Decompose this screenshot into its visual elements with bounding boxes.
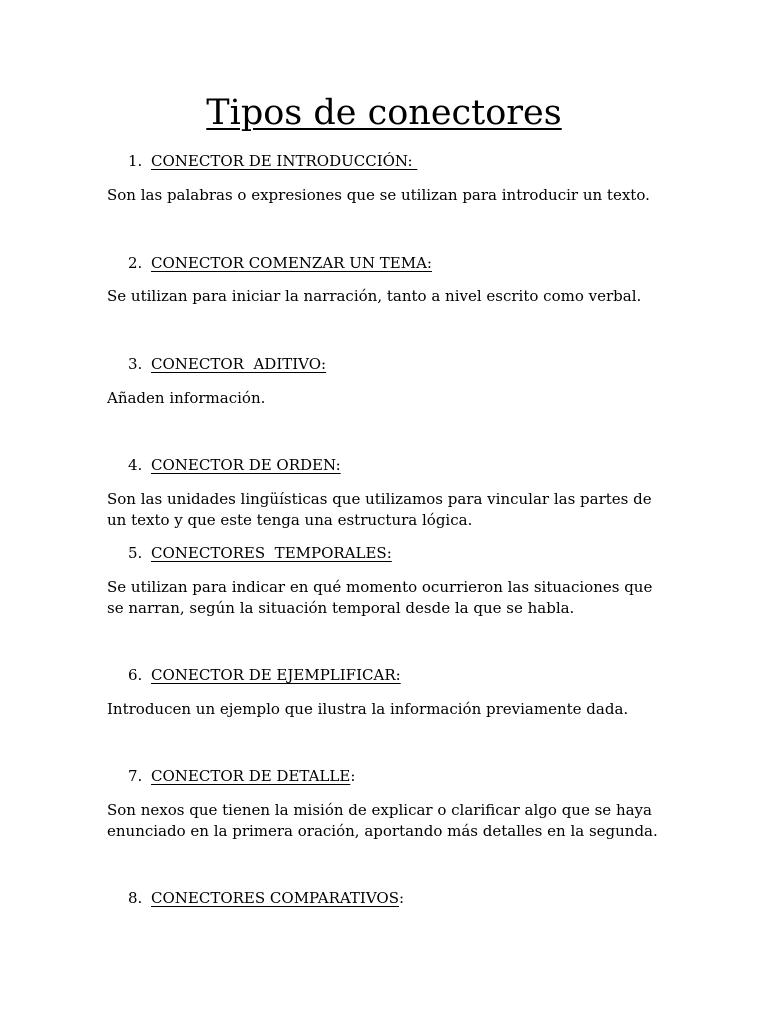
- section-heading: [128, 766, 355, 786]
- section-number: 7.: [128, 767, 143, 785]
- section-heading-label: CONECTOR DE INTRODUCCIÓN:: [151, 152, 418, 170]
- section-heading-label: CONECTORES TEMPORALES:: [151, 544, 392, 562]
- section-number: 4.: [128, 456, 143, 474]
- section-number: 1.: [128, 152, 143, 170]
- section-description: Son las unidades lingüísticas que utilizamos para vincular las partes de un texto y que este tenga una estructura lógica.: [107, 490, 652, 529]
- section-number: 5.: [128, 544, 143, 562]
- page-title: Tipos de conectores: [206, 93, 562, 133]
- section-description: Introducen un ejemplo que ilustra la información previamente dada.: [107, 700, 629, 718]
- section-heading-suffix: :: [398, 889, 405, 907]
- section-heading: [128, 455, 341, 475]
- section-heading: [128, 888, 404, 908]
- section-description: Son las palabras o expresiones que se utilizan para introducir un texto.: [107, 186, 650, 204]
- section-number: 8.: [128, 889, 143, 907]
- section-heading: [128, 253, 432, 273]
- section-heading-label: CONECTOR ADITIVO:: [151, 355, 327, 373]
- section-heading: [128, 354, 326, 374]
- section-number: 6.: [128, 666, 143, 684]
- section-heading-label: CONECTORES COMPARATIVOS: [151, 889, 399, 907]
- section-heading-label: CONECTOR DE EJEMPLIFICAR:: [151, 666, 401, 684]
- section-description: Añaden información.: [107, 389, 266, 407]
- section-number: 2.: [128, 254, 143, 272]
- section-heading: [128, 151, 417, 171]
- section-description: Se utilizan para indicar en qué momento ocurrieron las situaciones que se narran, según la situación temporal desde la que se habla.: [107, 578, 653, 617]
- section-heading-label: CONECTOR COMENZAR UN TEMA:: [151, 254, 432, 272]
- section-number: 3.: [128, 355, 143, 373]
- section-heading: [128, 665, 401, 685]
- section-description: Se utilizan para iniciar la narración, tanto a nivel escrito como verbal.: [107, 287, 642, 305]
- section-heading-suffix: :: [350, 767, 356, 785]
- section-heading-label: CONECTOR DE DETALLE: [151, 767, 351, 785]
- section-heading-label: CONECTOR DE ORDEN:: [151, 456, 341, 474]
- section-heading: [128, 543, 392, 563]
- section-description: Son nexos que tienen la misión de explicar o clarificar algo que se haya enunciado en la primera oración, aportando más detalles en la segunda.: [107, 801, 658, 840]
